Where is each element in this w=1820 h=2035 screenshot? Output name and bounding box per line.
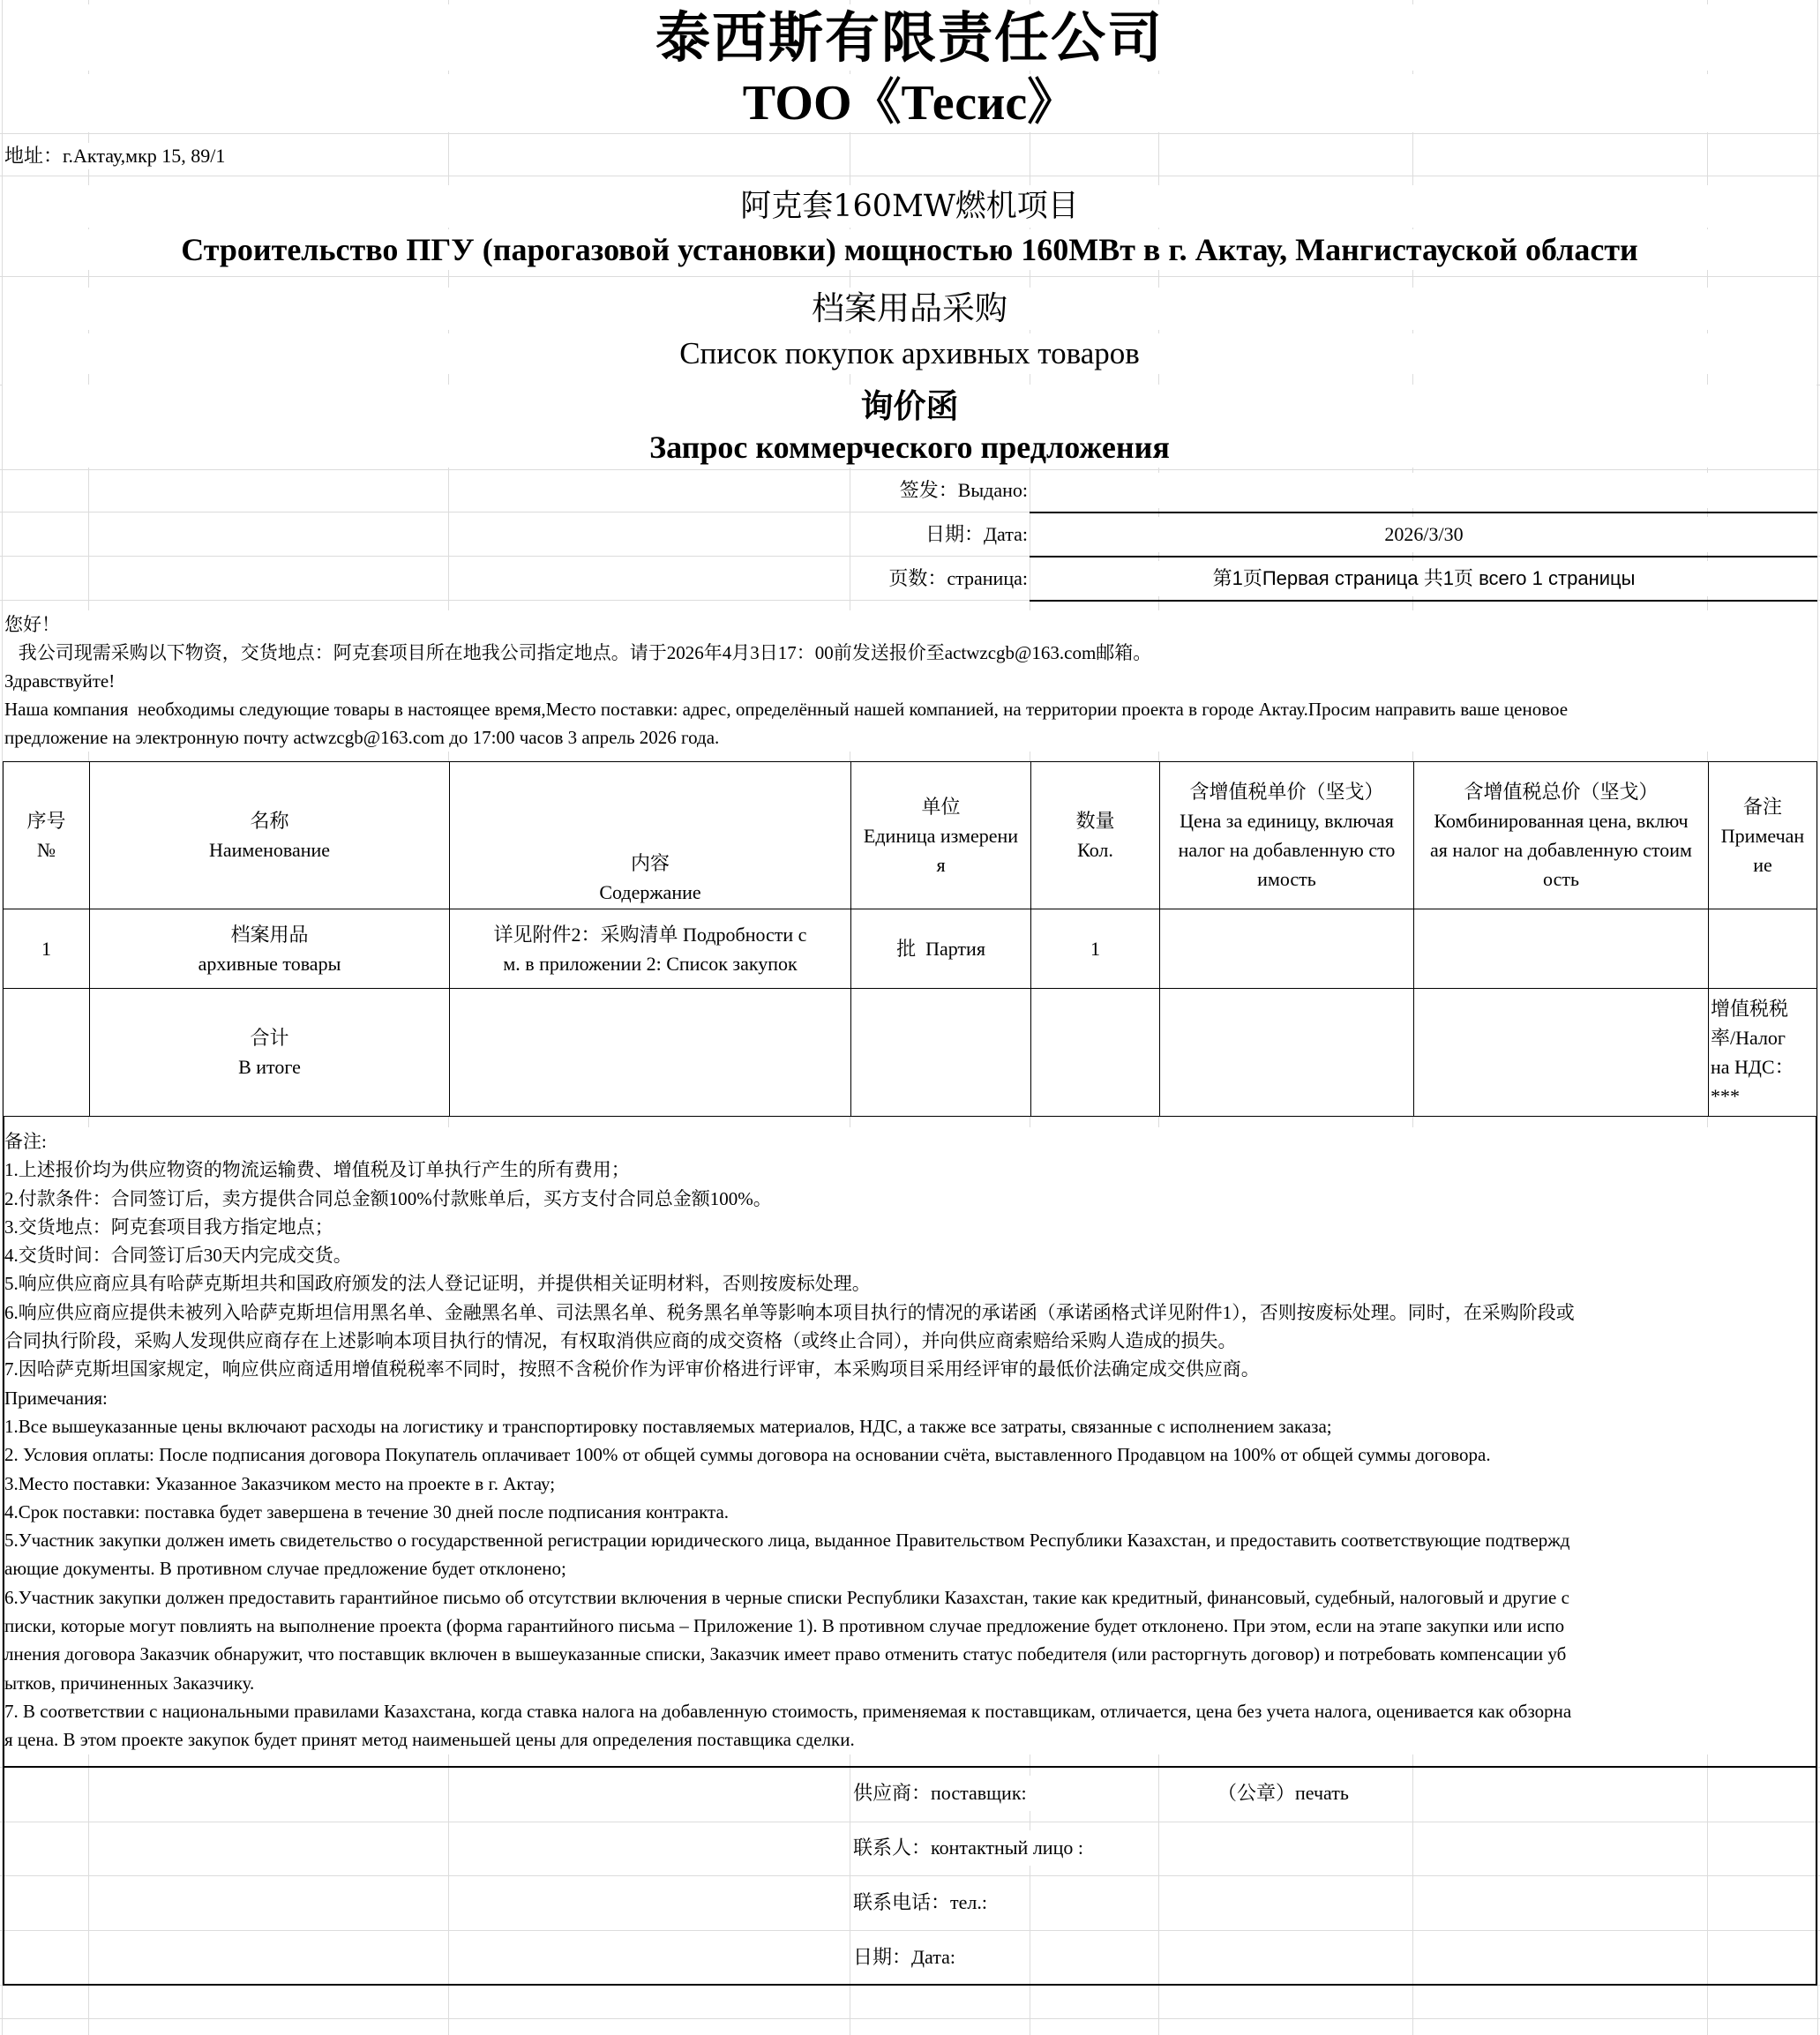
subject-title-ru: Список покупок архивных товаров [3,333,1816,374]
border-line [1030,512,1817,513]
notes-title-cn: 备注: [4,1131,47,1152]
header-qty: 数量 Кол. [1031,762,1160,909]
total-remark: 增值税税 率/Налог на НДС： *** [1709,989,1817,1117]
total-label: 合计 В итоге [90,989,450,1117]
notes-ru-6a: 6.Участник закупки должен предоставить гарантийное письмо об отсутствии включения в черные списки Республики Казахстан, такие как кредитный, финансовый, судебный, налоговый и другие с [4,1586,1569,1608]
document-title-ru: Запрос коммерческого предложения [3,427,1816,468]
page-label: 页数：страница: [851,561,1028,596]
gridline [0,276,1820,277]
border-line [1030,556,1817,557]
notes-ru-3: 3.Место поставки: Указанное Заказчиком место на проекте в г. Актау; [4,1472,556,1494]
row-unit: 批 Партия [851,909,1031,989]
row-content: 详见附件2：采购清单 Подробности с м. в приложении 2: Список закупок [450,909,851,989]
notes-ru-5b: ающие документы. В противном случае предложение будет отклонено; [4,1558,566,1580]
header-unit: 单位 Единица измерени я [851,762,1031,909]
header-content: 内容 Содержание [450,762,851,909]
notes-block [4,1127,1813,1754]
row-total-price[interactable] [1414,909,1709,989]
notes-cn-1: 1.上述报价均为供应物资的物流运输费、增值税及订单执行产生的所有费用； [4,1159,630,1181]
intro-body-ru-line2: предложение на электронную почту actwzcgb@163.com до 17:00 часов 3 апрель 2026 года. [4,727,720,748]
notes-ru-6d: ытков, причиненных Заказчику. [4,1672,255,1694]
notes-cn-2: 2.付款条件：合同签订后，卖方提供合同总金额100%付款账单后，买方支付合同总金额100%。 [4,1187,772,1209]
gridline [0,2018,1820,2019]
table-row [4,909,1817,989]
notes-ru-6b: писки, которые могут повлиять на выполнение проекта (форма гарантийного письма – Приложение 1). В противном случае предложение будет отклонено. При этом, если на этапе закупки или испо [4,1615,1565,1637]
header-remark: 备注 Примечан ие [1709,762,1817,909]
seal-label: （公章）печать [1217,1776,1354,1811]
footer-date-label: 日期：Дата: [853,1940,961,1975]
notes-ru-7b: я цена. В этом проекте закупок будет принят метод наименьшей цены для определения поставщика сделки. [4,1729,855,1751]
notes-cn-3: 3.交货地点：阿克套项目我方指定地点； [4,1216,333,1238]
notes-ru-2: 2. Условия оплаты: После подписания договора Покупатель оплачивает 100% от общей суммы договора на основании счёта, выставленного Продавцом на 100% от общей суммы договора. [4,1444,1491,1466]
total-unit [851,989,1031,1117]
notes-ru-4: 4.Срок поставки: поставка будет завершена в течение 30 дней после подписания контракта. [4,1500,730,1523]
issued-label: 签发：Выдано: [851,473,1028,508]
gridline [0,133,1820,134]
notes-title-ru: Примечания: [4,1387,108,1409]
gridline [1817,0,1818,2035]
notes-ru-1: 1.Все вышеуказанные цены включают расходы на логистику и транспортировку поставляемых материалов, НДС, а также все затраты, связанные с исполнением заказа; [4,1415,1332,1437]
gridline [0,1930,1820,1931]
greeting-cn: 您好！ [4,614,60,635]
header-name: 名称 Наименование [90,762,450,909]
border-line [3,1766,1817,1768]
header-total-price: 含增值税总价（坚戈） Комбинированная цена, включ ая налог на добавленную стоим ость [1414,762,1709,909]
notes-ru-7a: 7. В соответствии с национальными правилами Казахстана, когда ставка налога на добавленную стоимость, применяемая к поставщикам, отличается, цена без учета налога, оценивается как обзорна [4,1700,1572,1722]
intro-block [4,610,1813,752]
total-unit-price[interactable] [1160,989,1414,1117]
total-qty [1031,989,1160,1117]
table-total-row [4,989,1817,1117]
notes-ru-5a: 5.Участник закупки должен иметь свидетельство о государственной регистрации юридического лица, выданное Правительством Республики Казахстан, и предоставить соответствующие подтвержд [4,1530,1570,1552]
notes-cn-7: 7.因哈萨克斯坦国家规定，响应供应商适用增值税税率不同时，按照不含税价作为评审价格进行评审，本采购项目采用经评审的最低价法确定成交供应商。 [4,1358,1260,1380]
document-title-cn: 询价函 [3,385,1816,427]
table-header-row [4,762,1817,909]
company-name-ru: ТОО《Тесис》 [3,74,1816,132]
notes-cn-4: 4.交货时间：合同签订后30天内完成交货。 [4,1245,352,1267]
page-value: 第1页Первая страница 共1页 всего 1 страницы [1031,561,1816,596]
intro-body-cn: 我公司现需采购以下物资，交货地点：阿克套项目所在地我公司指定地点。请于2026年4月3日17：00前发送报价至actwzcgb@163.com邮箱。 [4,642,1152,663]
total-content [450,989,851,1117]
border-line [1816,1767,1817,1986]
border-line [1030,600,1817,602]
gridline [0,1875,1820,1876]
border-line [3,1984,1817,1986]
contact-label: 联系人：контактный лицо : [853,1830,1089,1866]
project-title-cn: 阿克套160MW燃机项目 [3,185,1816,228]
issued-value [1031,473,1816,508]
border-line [3,1117,4,1768]
items-table [3,761,1817,1117]
total-total-price[interactable] [1414,989,1709,1117]
row-qty: 1 [1031,909,1160,989]
row-no: 1 [4,909,90,989]
phone-label: 联系电话：тел.: [853,1885,992,1920]
supplier-label: 供应商：поставщик: [853,1776,1032,1811]
border-line [1816,1117,1817,1768]
total-no [4,989,90,1117]
header-no: 序号 № [4,762,90,909]
subject-title-cn: 档案用品采购 [3,288,1816,330]
date-label: 日期：Дата: [851,517,1028,552]
row-name: 档案用品 архивные товары [90,909,450,989]
project-title-ru: Строительство ПГУ (парогазовой установки) мощностью 160МВт в г. Актау, Мангистауской области [3,229,1816,270]
notes-cn-6b: 合同执行阶段，采购人发现供应商存在上述影响本项目执行的情况，有权取消供应商的成交资格（或终止合同），并向供应商索赔给采购人造成的损失。 [4,1330,1237,1352]
greeting-ru: Здравствуйте! [4,670,116,692]
company-name-cn: 泰西斯有限责任公司 [3,4,1816,71]
header-unit-price: 含增值税单价（坚戈） Цена за единицу, включая налог на добавленную сто имость [1160,762,1414,909]
notes-cn-6a: 6.响应供应商应提供未被列入哈萨克斯坦信用黑名单、金融黑名单、司法黑名单、税务黑名单等影响本项目执行的情况的承诺函（承诺函格式详见附件1），否则按废标处理。同时，在采购阶段或 [4,1301,1575,1323]
notes-ru-6c: лнения договора Заказчик обнаружит, что поставщик включен в вышеуказанные списки, Заказчик имеет право отменить статус победителя (или расторгнуть договор) и потребовать компенсации уб [4,1643,1567,1665]
date-value: 2026/3/30 [1031,517,1816,552]
row-remark [1709,909,1817,989]
gridline [0,469,1820,470]
border-line [3,1767,4,1986]
company-address: 地址：г.Актау,мкр 15, 89/1 [4,143,232,169]
notes-cn-5: 5.响应供应商应具有哈萨克斯坦共和国政府颁发的法人登记证明，并提供相关证明材料，否则按废标处理。 [4,1273,871,1295]
intro-body-ru-line1: Наша компания необходимы следующие товары в настоящее время,Место поставки: адрес, определённый нашей компанией, на территории проекта в городе Актау.Просим направить ваше ценовое [4,699,1569,720]
row-unit-price[interactable] [1160,909,1414,989]
